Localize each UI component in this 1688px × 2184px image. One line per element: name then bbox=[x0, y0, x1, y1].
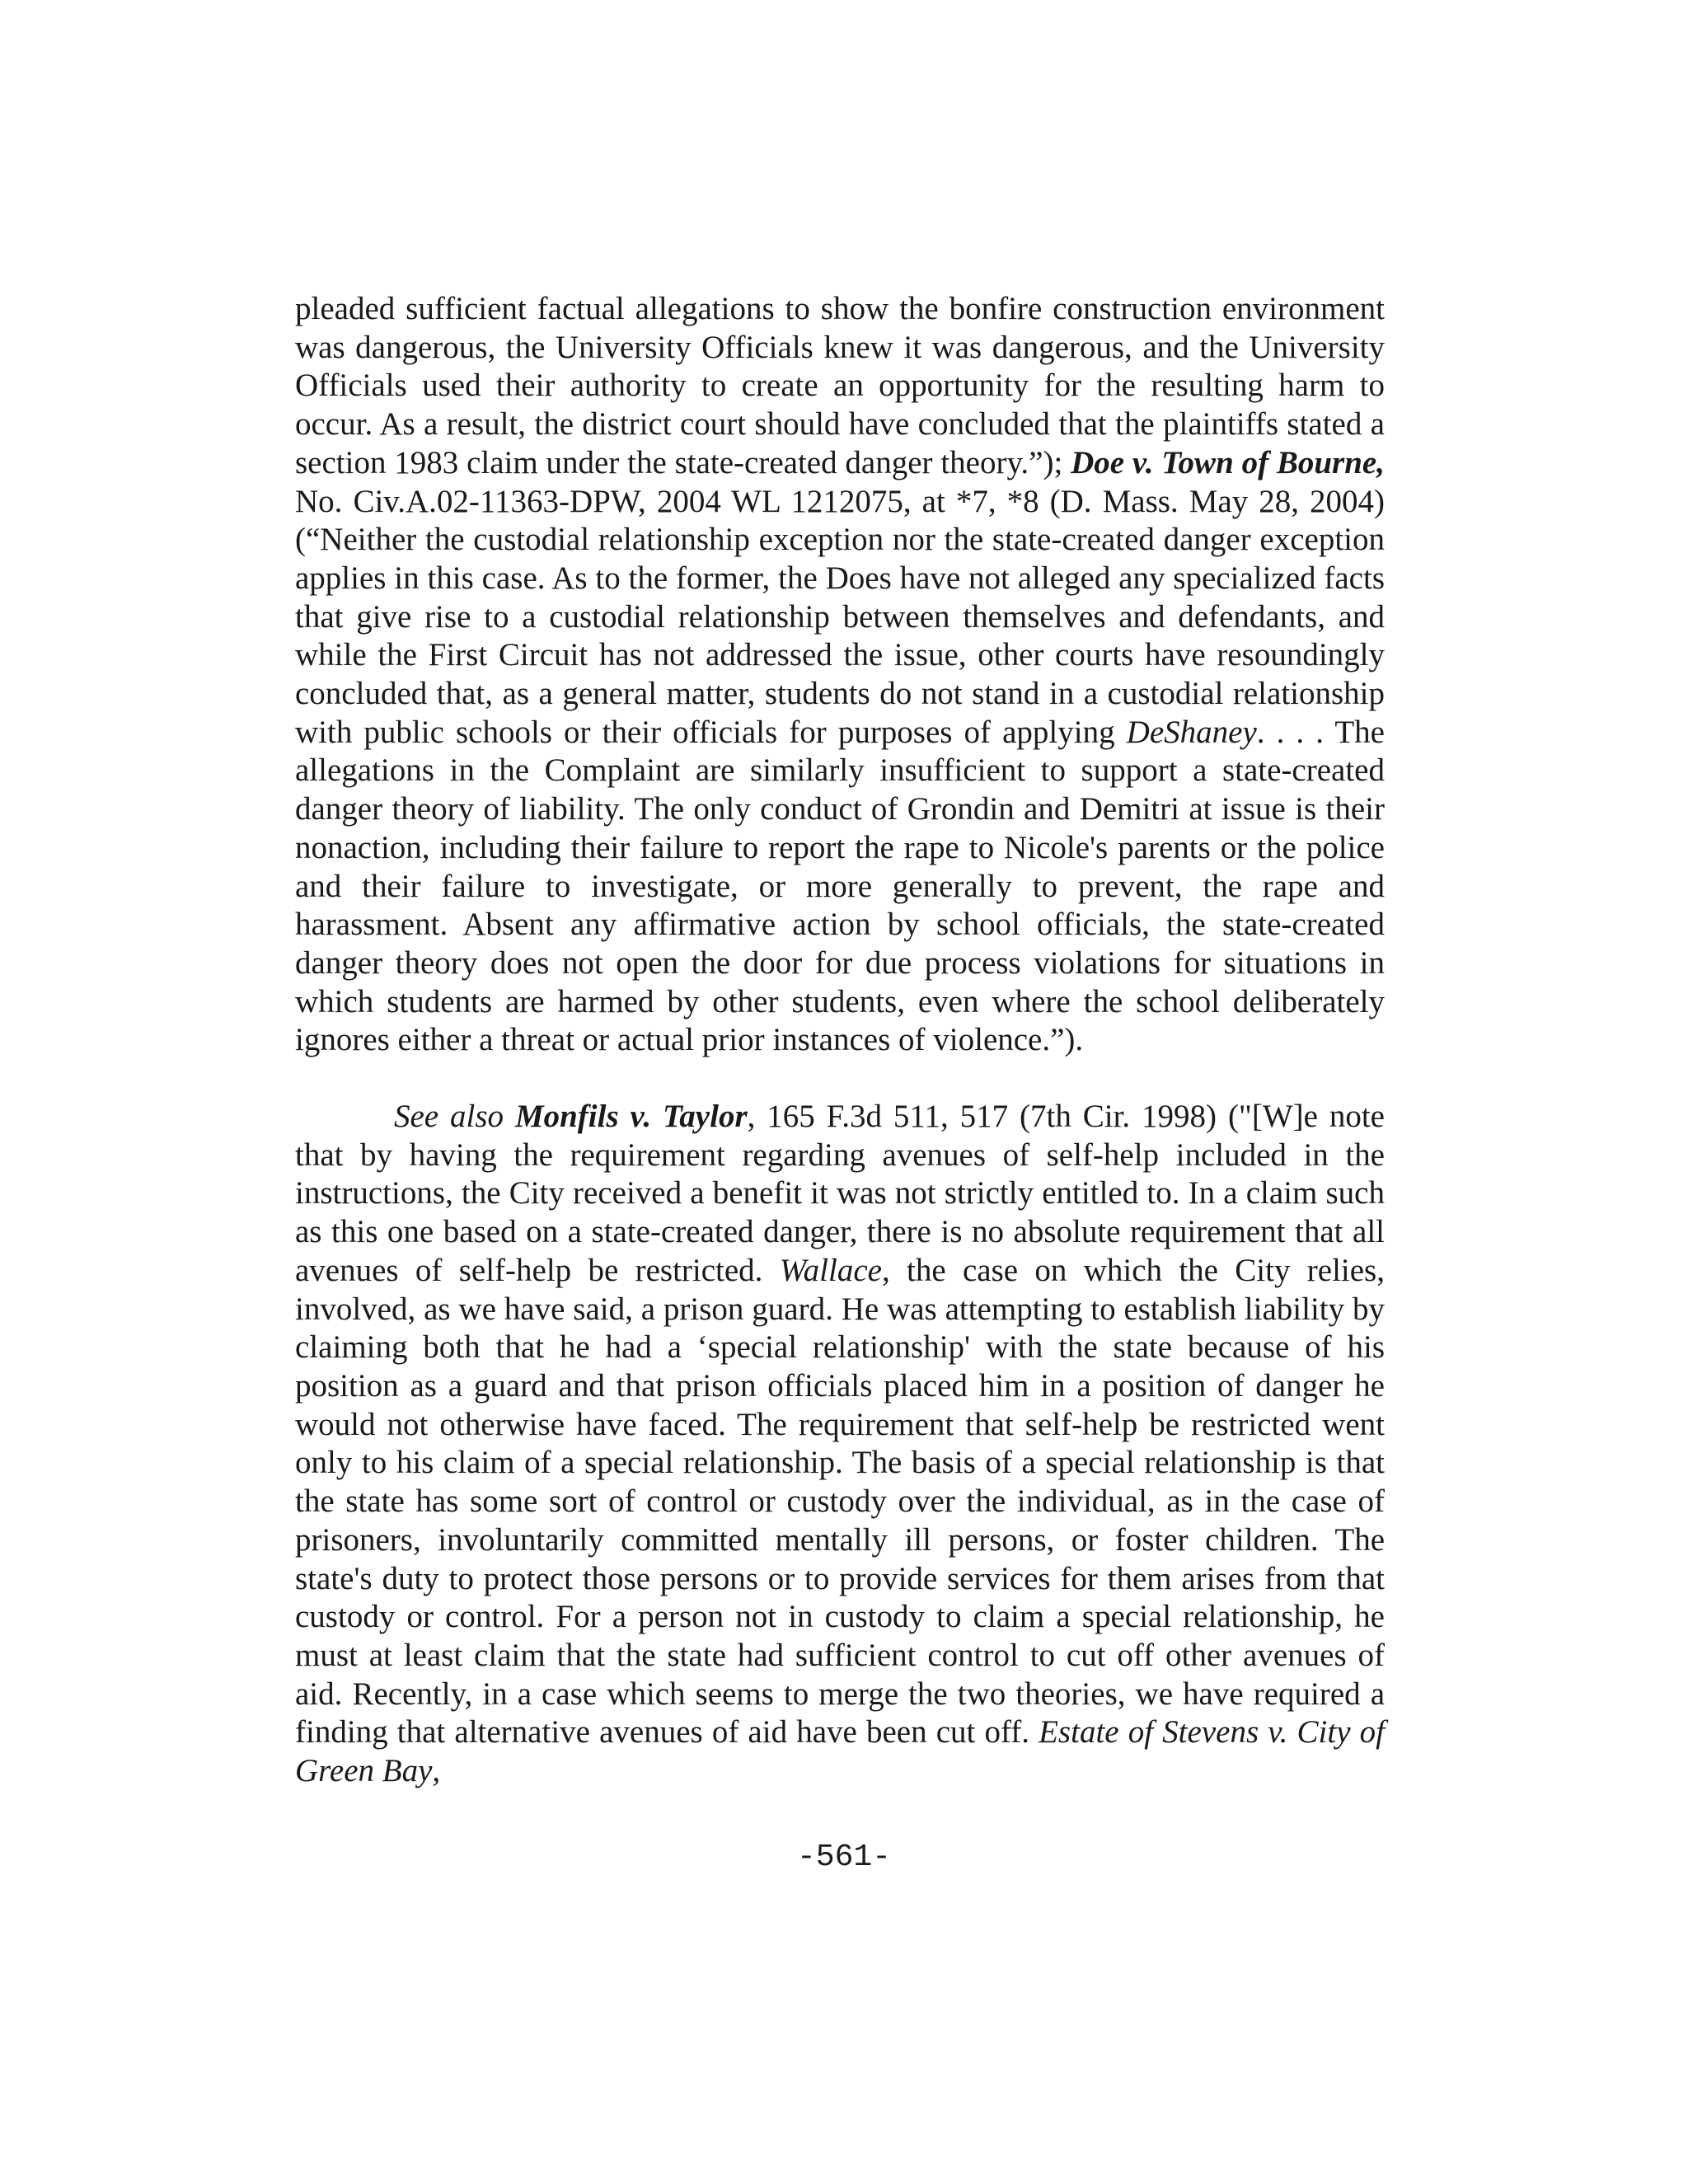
text-run: , the case on which the City relies, involved, as we have said, a prison guard. He was attempting to establish liability by claiming both that he had a ‘special relationship' with the state because of his position as a guard and that prison officials placed him in a position of danger he would not otherwise have faced. The requirement that self-help be restricted went only to his claim of a special relationship. The basis of a special relationship is that the state has some sort of control or custody over the individual, as in the case of prisoners, involuntarily committed mentally ill persons, or foster children. The state's duty to protect those persons or to provide services for them arises from that custody or control. For a person not in custody to claim a special relationship, he must at least claim that the state had sufficient control to cut off other avenues of aid. Recently, in a case which seems to merge the two theories, we have required a finding that alternative avenues of aid have been cut off. bbox=[295, 1252, 1385, 1750]
text-run: , 165 F.3d 511, 517 (7th Cir. 1998) ("[W]e note that by having the requirement regarding avenues of self-help included in the instructions, the City received a benefit it was not strictly entitled to. In a claim such as this one based on a state-created danger, there is no absolute requirement that all avenues of self-help be restricted. bbox=[295, 1099, 1385, 1288]
text-run: , bbox=[432, 1753, 441, 1789]
text-run: No. Civ.A.02-11363-DPW, 2004 WL 1212075, at *7, *8 (D. Mass. May 28, 2004) (“Neither the custodial relationship exception nor the state-created danger exception applies in this case. As to the former, the Does have not alleged any specialized facts that give rise to a custodial relationship between themselves and defendants, and while the First Circuit has not addressed the issue, other courts have resoundingly concluded that, as a general matter, students do not stand in a custodial relationship with public schools or their officials for purposes of applying bbox=[295, 483, 1385, 750]
page-number: -561- bbox=[796, 1840, 892, 1875]
paragraph-continued bbox=[295, 290, 1385, 1060]
case-name-wallace: Wallace bbox=[779, 1252, 882, 1288]
case-name-estate-of-stevens: Estate of Stevens v. City of Green Bay bbox=[295, 1714, 1385, 1789]
text-run: pleaded sufficient factual allegations to show the bonfire construction environment was dangerous, the University Officials knew it was dangerous, and the University Officials used their authority to create an opportunity for the resulting harm to occur. As a result, the district court should have concluded that the plaintiffs stated a section 1983 claim under the state-created danger theory.”); bbox=[295, 291, 1385, 480]
text-run: . . . . The allegations in the Complaint are similarly insufficient to support a state-created danger theory of liability. The only conduct of Grondin and Demitri at issue is their nonaction, including their failure to report the rape to Nicole's parents or the police and their failure to investigate, or more generally to prevent, the rape and harassment. Absent any affirmative action by school officials, the state-created danger theory does not open the door for due process violations for situations in which students are harmed by other students, even where the school deliberately ignores either a threat or actual prior instances of violence.”). bbox=[295, 714, 1385, 1058]
case-citation-monfils-v-taylor: Monfils v. Taylor bbox=[514, 1099, 748, 1135]
case-citation-doe-v-town-of-bourne: Doe v. Town of Bourne, bbox=[1071, 444, 1385, 480]
body-text bbox=[295, 290, 1385, 1791]
paragraph-see-also bbox=[295, 1098, 1385, 1791]
case-name-deshaney: DeShaney bbox=[1126, 714, 1257, 750]
signal-see-also: See also bbox=[394, 1099, 515, 1135]
